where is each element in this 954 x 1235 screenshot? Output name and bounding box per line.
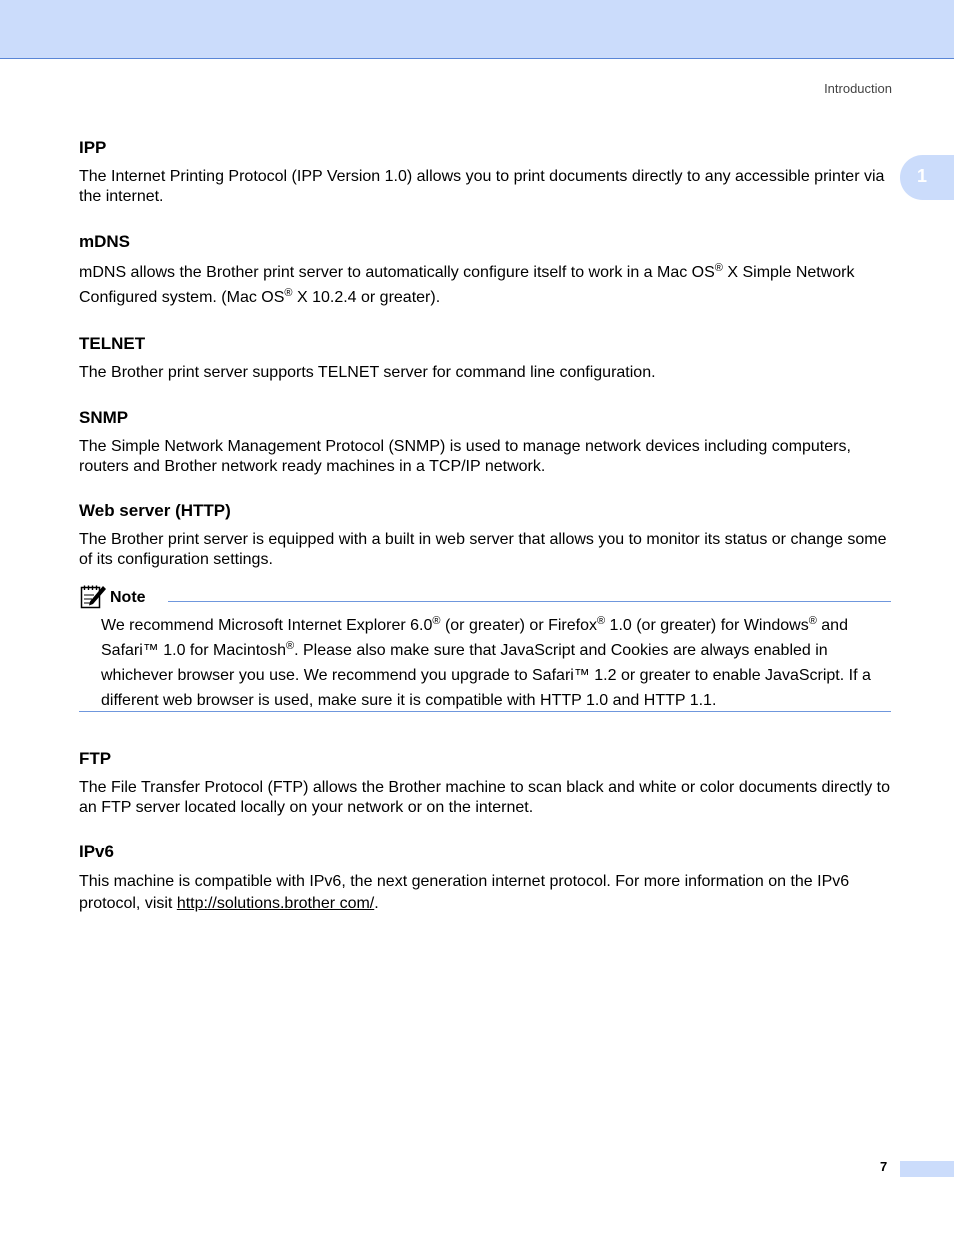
chapter-tab <box>900 155 954 200</box>
section-ipv6 <box>79 842 891 915</box>
solutions-link[interactable]: http://solutions.brother com/ <box>176 895 375 912</box>
page-tab <box>900 1161 954 1177</box>
section-web-server <box>79 501 891 570</box>
note-header <box>79 584 891 610</box>
chapter-number: 1 <box>917 166 928 186</box>
section-telnet <box>79 334 891 383</box>
section-title: Web server (HTTP) <box>79 501 231 520</box>
note-divider-bottom <box>79 711 891 712</box>
section-title: IPP <box>79 138 107 157</box>
section-text: The Internet Printing Protocol (IPP Version 1.0) allows you to print documents directly to any accessible printer via the internet. <box>79 168 885 205</box>
section-title: SNMP <box>79 408 129 427</box>
section-title: TELNET <box>79 334 146 353</box>
section-title: FTP <box>79 749 112 768</box>
note-divider-top <box>168 601 891 602</box>
header-band <box>0 0 954 59</box>
note-label: Note <box>110 589 146 606</box>
section-text: The Brother print server supports TELNET server for command line configuration. <box>79 364 656 381</box>
note-pencil-icon <box>79 584 107 610</box>
note-body <box>101 611 891 713</box>
section-ftp <box>79 749 891 818</box>
section-title: mDNS <box>79 232 131 251</box>
section-text: This machine is compatible with IPv6, the next generation internet protocol. For more information on the IPv6 protocol, visit http://solutions.brother com/. <box>79 873 850 912</box>
section-title: IPv6 <box>79 842 114 861</box>
section-snmp <box>79 408 891 477</box>
section-mdns <box>79 232 891 310</box>
section-text: The File Transfer Protocol (FTP) allows the Brother machine to scan black and white or color documents directly to an FTP server located locally on your network or on the internet. <box>79 779 891 816</box>
page-number: 7 <box>880 1159 888 1174</box>
note-text: We recommend Microsoft Internet Explorer 6.0® (or greater) or Firefox® 1.0 (or greater) for Windows® and Safari™ 1.0 for Macintosh®. Please also make sure that JavaScript and Cookies are always enabled in whichever browser you use. We recommend you upgrade to Safari™ 1.2 or greater to enable JavaScript. If a different web browser is used, make sure it is compatible with HTTP 1.0 and HTTP 1.1. <box>101 615 871 709</box>
section-text: mDNS allows the Brother print server to automatically configure itself to work in a Mac OS® X Simple Network Configured system. (Mac OS® X 10.2.4 or greater). <box>79 262 855 306</box>
section-text: The Simple Network Management Protocol (SNMP) is used to manage network devices including computers, routers and Brother network ready machines in a TCP/IP network. <box>79 438 851 475</box>
section-ipp <box>79 138 891 207</box>
running-head: Introduction <box>824 81 892 96</box>
section-text: The Brother print server is equipped with a built in web server that allows you to monitor its status or change some of its configuration settings. <box>79 531 887 568</box>
